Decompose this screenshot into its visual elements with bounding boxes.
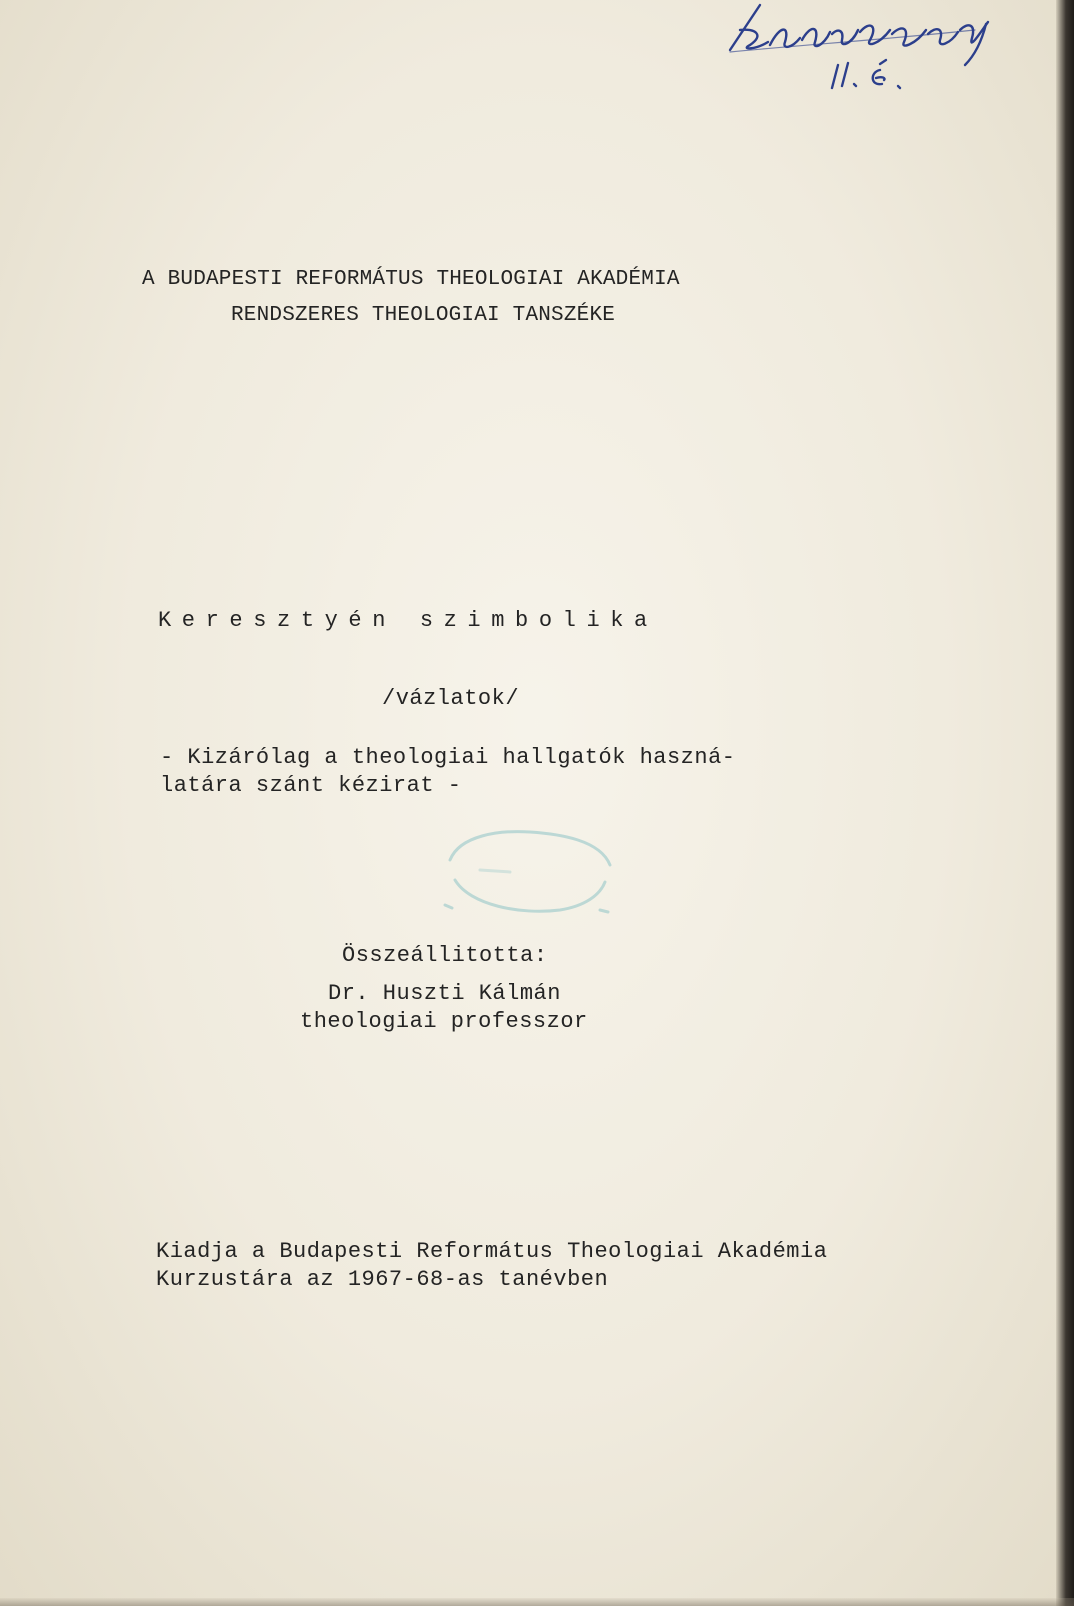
header-line-1: A BUDAPESTI REFORMÁTUS THEOLOGIAI AKADÉMIA bbox=[142, 268, 680, 291]
header-line-2: RENDSZERES THEOLOGIAI TANSZÉKE bbox=[231, 304, 616, 327]
publisher-line-1: Kiadja a Budapesti Református Theologiai Akadémia bbox=[156, 1239, 828, 1264]
faint-stamp bbox=[440, 820, 620, 930]
compiler-name: Dr. Huszti Kálmán bbox=[328, 981, 561, 1006]
document-title: Keresztyén szimbolika bbox=[158, 608, 658, 633]
handwritten-annotation bbox=[720, 0, 1020, 110]
document-subtitle: /vázlatok/ bbox=[382, 686, 520, 711]
publisher-line-2: Kurzustára az 1967-68-as tanévben bbox=[156, 1267, 609, 1292]
scan-edge bbox=[1056, 0, 1074, 1606]
notice-line-2: latára szánt kézirat - bbox=[160, 773, 462, 798]
notice-line-1: - Kizárólag a theologiai hallgatók haszná- bbox=[160, 745, 736, 770]
compiler-label: Összeállitotta: bbox=[342, 943, 548, 968]
compiler-role: theologiai professzor bbox=[300, 1009, 588, 1034]
scan-edge-bottom bbox=[0, 1598, 1074, 1606]
